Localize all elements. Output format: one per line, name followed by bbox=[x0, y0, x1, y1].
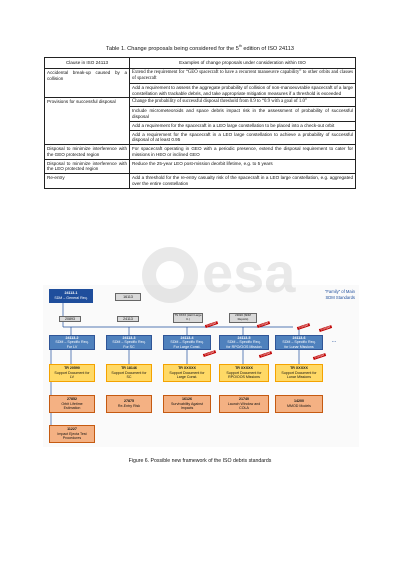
table-row bbox=[45, 69, 356, 84]
box-line: SC bbox=[126, 375, 132, 380]
box-line: Support Document for bbox=[226, 370, 262, 375]
box-14200 bbox=[275, 395, 323, 413]
box-line: SDM – Specific Req. bbox=[227, 340, 261, 345]
box-line: Support Document for bbox=[111, 370, 147, 375]
box-line: for Lunar Missions bbox=[284, 344, 314, 349]
table-row bbox=[45, 159, 356, 173]
header-clause: Clause in ISO 24113 bbox=[45, 58, 130, 69]
box-line: For LV bbox=[66, 344, 78, 349]
box-line: 24113-2 bbox=[65, 335, 79, 340]
box-11227 bbox=[49, 425, 95, 443]
example-cell: For spacecraft operating in GEO with a periodic presence, extend the disposal requirement to cater for missions in HEO or inclined GEO bbox=[130, 145, 356, 159]
caption-superscript: th bbox=[238, 44, 242, 48]
box-tr-18146 bbox=[106, 364, 152, 382]
box-line: Orbit Lifetime bbox=[61, 401, 83, 406]
gray-box: TS XXXX (LEO Large C.) bbox=[174, 313, 202, 321]
box-line: 24113-4 bbox=[180, 335, 194, 340]
box-line: Impact Ejecta Test bbox=[57, 431, 87, 436]
box-line: Large Const. bbox=[176, 375, 198, 380]
box-27875 bbox=[106, 395, 152, 413]
table-caption bbox=[0, 44, 400, 52]
box-line: For Large Const. bbox=[173, 344, 201, 349]
box-24113-2 bbox=[49, 335, 95, 350]
clause-cell: Disposal to minimize interference with the GEO protected region bbox=[45, 145, 130, 159]
box-tr-lunar bbox=[275, 364, 323, 382]
box-line: 14200 bbox=[294, 399, 304, 404]
gray-box: 23020 (SDM Reports) bbox=[229, 313, 257, 323]
box-line: 24113-3 bbox=[122, 335, 136, 340]
box-line: 21740 bbox=[239, 396, 249, 401]
clause-cell: Provisions for successful disposal bbox=[45, 98, 130, 145]
box-line: TR XXXXX bbox=[235, 365, 253, 370]
box-line: MMOD Models bbox=[287, 404, 311, 408]
example-tag: Example bbox=[206, 321, 217, 328]
example-tag: Example bbox=[258, 321, 269, 328]
box-line: TR 18146 bbox=[121, 365, 137, 370]
table-row bbox=[45, 145, 356, 159]
clause-cell: Disposal to minimize interference with the LEO protected region bbox=[45, 159, 130, 173]
gray-box: 24113 bbox=[117, 316, 139, 322]
box-24113-5 bbox=[219, 335, 269, 350]
example-cell: Change the probability of successful disposal threshold from 0.9 to “0.9 with a goal of 1.0” bbox=[130, 98, 356, 107]
box-24113-3 bbox=[106, 335, 152, 350]
box-line: 11227 bbox=[67, 426, 77, 431]
box-line: SDM – Specific Req. bbox=[282, 340, 316, 345]
box-line: Support Document for bbox=[281, 370, 317, 375]
box-line: Launch Window and bbox=[227, 401, 261, 406]
box-line: 16126 bbox=[182, 396, 192, 401]
example-tag: Example bbox=[314, 353, 325, 360]
box-line: Re-Entry Risk bbox=[117, 404, 141, 408]
box-line: COLA bbox=[239, 406, 249, 411]
example-cell: Add a requirement to assess the aggregate probability of collision of non-manoeuvrable spacecraft of a large constellation with trackable debris, and take appropriate mitigation measures if a threshold is exceeded bbox=[130, 83, 356, 97]
gray-box: 20893 bbox=[59, 316, 81, 322]
example-tag: Example bbox=[204, 350, 215, 357]
figure-caption: Figure 6. Possible new framework of the ISO debris standards bbox=[128, 458, 272, 464]
box-24113-6 bbox=[275, 335, 323, 350]
box-line: LV bbox=[69, 375, 75, 380]
change-proposals-table bbox=[44, 57, 356, 189]
box-line: SDM – Specific Req. bbox=[112, 340, 146, 345]
box-line: 27875 bbox=[124, 399, 134, 404]
family-label bbox=[325, 289, 355, 301]
example-cell: Include micrometeoroids and space debris impact risk in the assessment of probability of successful disposal bbox=[130, 107, 356, 121]
box-line: 24113-6 bbox=[292, 335, 306, 340]
box-tr-large-const bbox=[163, 364, 211, 382]
box-line: TR XXXXX bbox=[178, 365, 196, 370]
box-line: TR 20590 bbox=[64, 365, 80, 370]
box-line: 24113-1 bbox=[64, 291, 78, 296]
box-line: 24113-5 bbox=[237, 335, 251, 340]
esa-watermark bbox=[140, 230, 310, 320]
box-line: SDM – Specific Req. bbox=[170, 340, 204, 345]
example-tag: Example bbox=[298, 323, 309, 330]
box-line: Lunar Missions bbox=[286, 375, 312, 380]
table-header-row bbox=[45, 58, 356, 69]
box-16113: 16113 bbox=[115, 293, 141, 301]
box-tr-20590 bbox=[49, 364, 95, 382]
table-row bbox=[45, 174, 356, 188]
box-line: Support Document for bbox=[169, 370, 205, 375]
ellipsis: ... bbox=[331, 338, 337, 345]
box-line: RPO/OOS Missions bbox=[228, 375, 260, 380]
header-examples: Examples of change proposals under consideration within ISO bbox=[130, 58, 356, 69]
example-cell: Add a requirement for the spacecraft in a LEO large constellation to achieve a probability of successful disposal of at least 0.95 bbox=[130, 130, 356, 144]
example-cell: Extend the requirement for “GEO spacecraft to have a recurrent manoeuvre capability” to other orbits and classes of spacecraft bbox=[130, 69, 356, 84]
box-line: SDM – General Req. bbox=[54, 296, 88, 300]
family-label-line1: “Family” of Main bbox=[324, 289, 355, 294]
watermark-text: esa bbox=[202, 241, 296, 304]
example-cell: Add a requirement for the spacecraft in a LEO large constellation to be placed into a check-out orbit bbox=[130, 121, 356, 130]
table-row bbox=[45, 98, 356, 107]
clause-cell: Accidental break-up caused by a collision bbox=[45, 69, 130, 98]
caption-text-end: edition of ISO 24113 bbox=[241, 45, 294, 52]
box-line: SDM – Specific Req. bbox=[55, 340, 89, 345]
clause-cell: Re-entry bbox=[45, 174, 130, 188]
box-16126 bbox=[163, 395, 211, 413]
box-line: Procedures bbox=[62, 436, 82, 441]
box-line: Impacts bbox=[180, 406, 194, 411]
box-line: TR XXXXX bbox=[290, 365, 308, 370]
box-tr-rpo-oos bbox=[219, 364, 269, 382]
box-line: Support Document for bbox=[54, 370, 90, 375]
box-line: 27852 bbox=[67, 396, 77, 401]
box-line: Estimation bbox=[63, 406, 81, 411]
caption-text: Table 1. Change proposals being considered for the 5 bbox=[106, 45, 239, 52]
box-27852 bbox=[49, 395, 95, 413]
box-line: for RPO/OOS Mission bbox=[226, 344, 262, 349]
example-tag: Example bbox=[320, 325, 331, 332]
example-cell: Add a threshold for the re-entry casualty risk of the spacecraft in a LEO large constellation, e.g. aggregated over the entire constellation bbox=[130, 174, 356, 188]
box-21740 bbox=[219, 395, 269, 413]
example-cell: Reduce the 25-year LEO post-mission deorbit lifetime, e.g. to 5 years bbox=[130, 159, 356, 173]
example-tag: Example bbox=[260, 351, 271, 358]
family-label-line2: SDM Standards bbox=[325, 294, 355, 300]
box-line: For SC bbox=[123, 344, 135, 349]
box-24113-4 bbox=[163, 335, 211, 350]
box-24113-1 bbox=[49, 289, 93, 303]
box-line: Survivability Against bbox=[171, 401, 203, 406]
